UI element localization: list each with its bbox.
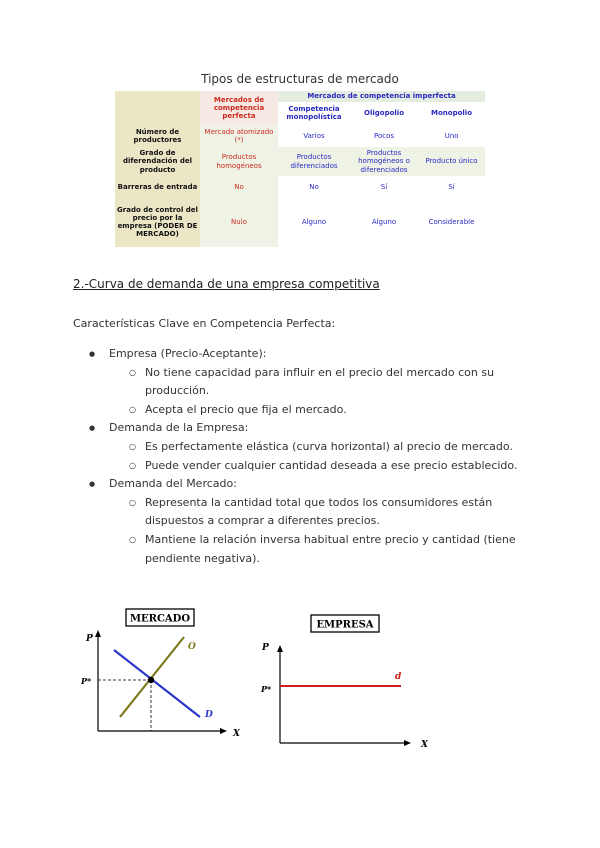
table-cell: Alguno <box>371 218 397 227</box>
market-equilibrium-point <box>148 677 154 683</box>
market-title: MERCADO <box>129 613 191 625</box>
firm-graph <box>255 610 435 755</box>
sub-list-item: ○ Acepta el precio que fija el mercado. <box>109 401 533 420</box>
sub-list-item: ○ Es perfectamente elástica (curva horizontal) al precio de mercado. <box>109 438 533 457</box>
market-structures-table <box>115 91 485 247</box>
table-cell: Producto único <box>418 147 485 177</box>
list-item <box>73 475 533 568</box>
table-cell: Pocos <box>373 131 395 140</box>
market-supply-label: O <box>188 642 196 652</box>
table-cell: Sí <box>448 183 455 192</box>
bullet-text: Demanda del Mercado: <box>109 477 237 491</box>
bullet-text: Demanda de la Empresa: <box>109 421 249 435</box>
table-row <box>115 198 485 247</box>
table-cell: Considerable <box>428 218 475 227</box>
table-cell: Uno <box>444 131 459 140</box>
firm-title: EMPRESA <box>316 619 374 631</box>
table-cell: Varios <box>303 131 325 140</box>
row-label: Número de productores <box>115 125 200 146</box>
market-x-arrow <box>220 728 227 734</box>
firm-y-label: P <box>262 643 269 653</box>
firm-y-arrow <box>277 645 283 652</box>
market-x-label: X <box>233 729 240 739</box>
firm-x-label: X <box>421 740 428 750</box>
table-cell: Productos homogéneos o diferenciados <box>350 147 418 177</box>
row-label: Barreras de entrada <box>115 176 200 197</box>
table-cell: Mercado atomizado (*) <box>200 125 278 146</box>
table-row <box>115 125 485 146</box>
table-title: Tipos de estructuras de mercado <box>201 72 399 86</box>
row-label: Grado de control del precio por la empresa (PODER DE MERCADO) <box>115 198 200 247</box>
table-cell: Productos diferenciados <box>278 147 350 177</box>
list-item <box>73 345 533 419</box>
header-monopoly: Monopolio <box>418 102 485 125</box>
market-y-arrow <box>95 630 101 637</box>
perfect-competition-header: Mercados de competencia perfecta <box>200 91 278 125</box>
intro-text: Características Clave en Competencia Perfecta: <box>73 317 336 330</box>
table-cell: No <box>309 183 319 192</box>
firm-price-label: P* <box>261 684 272 694</box>
table-cell: Nulo <box>200 198 278 247</box>
table-cell: Productos homogéneos <box>200 147 278 177</box>
imperfect-competition-header: Mercados de competencia imperfecta <box>278 91 485 102</box>
bullet-text: Empresa (Precio-Aceptante): <box>109 347 267 360</box>
header-oligopoly: Oligopolio <box>350 102 418 125</box>
table-cell: Sí <box>380 183 388 192</box>
market-demand-label: D <box>205 710 213 720</box>
firm-demand-label: d <box>395 672 402 682</box>
bullet-list <box>73 345 533 568</box>
market-graph <box>78 605 248 745</box>
sub-list-item: ○ No tiene capacidad para influir en el precio del mercado con su producción. <box>109 364 533 401</box>
firm-x-arrow <box>404 740 411 746</box>
section-heading: 2.-Curva de demanda de una empresa competitiva <box>73 277 380 291</box>
row-label: Grado de diferendación del producto <box>115 147 200 177</box>
table-row <box>115 176 485 197</box>
table-row <box>115 147 485 177</box>
sub-list-item: ○ Mantiene la relación inversa habitual entre precio y cantidad (tiene pendiente negativa). <box>109 531 533 568</box>
market-price-label: P* <box>81 676 92 686</box>
table-cell: No <box>200 176 278 197</box>
market-y-label: P <box>86 634 93 644</box>
table-corner-cell <box>115 91 200 125</box>
list-item <box>73 419 533 475</box>
sub-list-item: ○ Representa la cantidad total que todos los consumidores están dispuestos a comprar a diferentes precios. <box>109 494 533 531</box>
sub-list-item: ○ Puede vender cualquier cantidad deseada a ese precio establecido. <box>109 457 533 476</box>
table-cell: Alguno <box>301 218 327 227</box>
header-monopolistic: Competencia monopolística <box>278 102 350 125</box>
